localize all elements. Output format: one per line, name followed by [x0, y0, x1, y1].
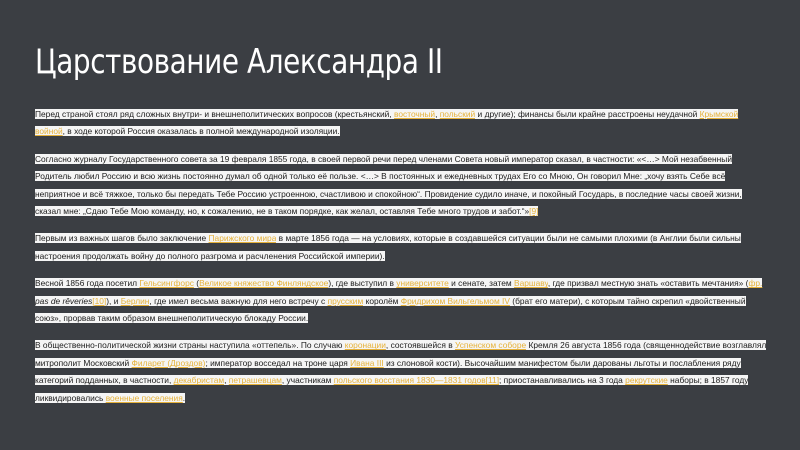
text: . — [182, 392, 186, 403]
text: , — [435, 109, 440, 119]
text: , состоявшейся в — [385, 340, 455, 351]
link-polish-uprising[interactable]: польского восстания 1830—1831 годов — [333, 375, 486, 386]
link-prussian[interactable]: прусским — [327, 295, 364, 306]
text: Весной 1856 года посетил — [35, 278, 140, 289]
text: ; император восседал на троне царя — [205, 357, 351, 368]
text: и другие); финансы были крайне расстроены неудачной — [475, 109, 700, 119]
link-recruit[interactable]: рекрутские — [625, 375, 668, 386]
paragraph-paris-peace — [35, 230, 768, 265]
link-ivan-iii[interactable]: Ивана III — [350, 357, 384, 368]
text: ), и — [106, 295, 121, 306]
text-italic — [35, 296, 92, 306]
link-university[interactable]: университете — [396, 278, 449, 289]
text: , участникам — [281, 375, 334, 386]
text: , в ходе которой Россия оказалась в полной международной изоляции. — [62, 126, 340, 137]
text: королём — [363, 295, 401, 306]
french-quote: pas de rêveries — [35, 295, 93, 306]
text: , — [224, 375, 229, 386]
link-helsingfors[interactable]: Гельсингфорс — [139, 278, 194, 289]
text: (брат его матери), с которым тайно скрепил «двойственный союз», прорвав таким образом внешнеполитическую блокаду России. — [35, 295, 746, 324]
paragraph-coronation — [35, 337, 768, 407]
link-berlin[interactable]: Берлин — [120, 295, 150, 306]
footnote-link-11[interactable]: [11] — [485, 375, 500, 386]
text: Первым из важных шагов было заключение — [35, 233, 209, 244]
text: ; приостанавливались на 3 года — [499, 375, 626, 386]
link-crimean-war[interactable]: Крымской войной — [35, 109, 739, 137]
text: в марте 1856 года — на условиях, которые в создавшейся ситуации были не самыми плохими (в Англии были сильны настроения продолжать войну до полного разгрома и расчленения Российской империи). — [35, 233, 741, 261]
link-petrashevtsy[interactable]: петрашевцам — [228, 375, 282, 386]
text: Перед страной стоял ряд сложных внутри- и внешнеполитических вопросов (крестьянский, — [35, 109, 394, 119]
text: ( — [193, 278, 200, 289]
link-warsaw[interactable]: Варшаву — [513, 278, 548, 289]
link-french[interactable]: фр. — [748, 278, 763, 289]
slide-body — [35, 106, 768, 417]
text: , где призвал местную знать «оставить мечтания» ( — [547, 278, 749, 289]
link-decembrists[interactable]: декабристам — [173, 375, 225, 386]
link-paris-peace[interactable]: Парижского мира — [208, 233, 277, 244]
link-grand-duchy-finland[interactable]: Великое княжество Финляндское — [199, 278, 329, 289]
text: Согласно журналу Государственного совета за 19 февраля 1855 года, в своей первой речи перед членами Совета новый император сказал, в частности: «<…> Мой незабвенный Родитель любил Россию и всю жизнь постоянно думал об одной только её пользе. <…> В постоянных и ежедневных трудах Его со Мною, Он говорил Мне: „хочу взять Себе всё неприятное и всё тяжкое, только бы передать Тебе Россию устроенною, счастливою и спокойною“. Провидение судило иначе, и покойный Государь, в последние часы своей жизни, сказал мне: „Сдаю Тебе Мою команду, но, к сожалению, не в таком порядке, как желал, оставляя Тебе много трудов и забот.“» — [35, 153, 742, 217]
text: и сенате, затем — [448, 278, 514, 289]
link-coronation[interactable]: коронации — [344, 340, 386, 351]
text: В общественно-политической жизни страны наступила «оттепель». По случаю — [35, 340, 345, 351]
slide-title: Царствование Александра II — [35, 42, 443, 82]
text: из слоновой кости). Высочайшим манифестом были дарованы льготы и послабления ряду категорий подданных, в частности, — [35, 357, 741, 386]
link-military-settlements[interactable]: военные поселения — [105, 392, 183, 403]
paragraph-speech — [35, 151, 768, 221]
footnote-link-10[interactable]: [10] — [92, 295, 107, 306]
footnote-link-9[interactable]: [9] — [529, 206, 539, 217]
link-assumption-cathedral[interactable]: Успенском соборе — [454, 340, 527, 351]
text: Кремля 26 августа 1856 года (священнодействие возглавлял митрополит Московский — [35, 340, 767, 368]
link-eastern[interactable]: восточный — [394, 109, 436, 119]
text: ), где выступил в — [328, 278, 397, 289]
link-polish[interactable]: польский — [439, 109, 476, 119]
paragraph-issues — [35, 106, 768, 141]
link-frederick-william-iv[interactable]: Фридрихом Вильгельмом IV — [400, 295, 510, 306]
paragraph-travels — [35, 275, 768, 327]
text: , где имел весьма важную для него встречу с — [149, 295, 328, 306]
link-filaret[interactable]: Филарет (Дроздов) — [131, 357, 206, 368]
text: наборы; в 1857 году ликвидировались — [35, 375, 749, 403]
